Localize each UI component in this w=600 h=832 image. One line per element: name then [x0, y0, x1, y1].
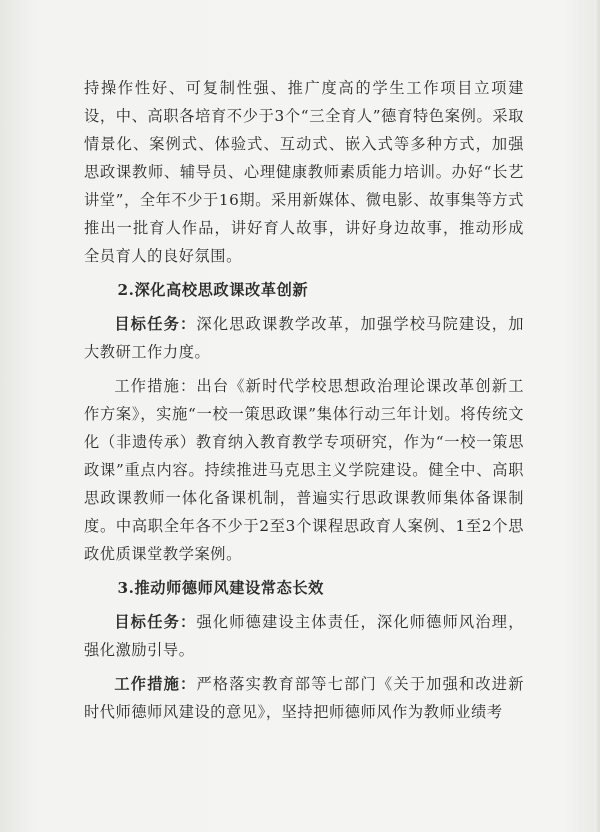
- section-heading-2: 2.深化高校思政课改革创新: [117, 281, 309, 299]
- goal-label: 目标任务：: [114, 613, 197, 631]
- goal-label: 目标任务：: [114, 315, 197, 333]
- goal-text: 深化思政课教学改革，加强学校马院建设，加大教研工作力度。: [84, 315, 525, 361]
- paragraph-measures-2: [84, 372, 524, 568]
- measures-label: 工作措施：: [114, 377, 197, 395]
- paragraph-intro: 持操作性好、可复制性强、推广度高的学生工作项目立项建设，中、高职各培育不少于3个“三全育人”德育特色案例。采取情景化、案例式、体验式、互动式、嵌入式等多种方式，加强思政课教师、辅导员、心理健康教师素质能力培训。办好“长艺讲堂”，全年不少于16期。采用新媒体、微电影、故事集等方式推出一批育人作品，讲好育人故事，讲好身边故事，推动形成全员育人的良好氛围。: [84, 79, 524, 265]
- section-heading-3: 3.推动师德师风建设常态长效: [117, 579, 324, 597]
- goal-text: 强化师德建设主体责任，深化师德师风治理，强化激励引导。: [84, 613, 525, 659]
- document-body: [84, 74, 524, 726]
- measures-label: 工作措施：: [114, 675, 197, 693]
- paragraph-measures-3: [84, 670, 524, 726]
- measures-text: 严格落实教育部等七部门《关于加强和改进新时代师德师风建设的意见》，坚持把师德师风作为教师业绩考: [84, 675, 525, 721]
- measures-text: 出台《新时代学校思想政治理论课改革创新工作方案》，实施“一校一策思政课”集体行动三年计划。将传统文化（非遗传承）教育纳入教育教学专项研究，作为“一校一策思政课”重点内容。持续推进马克思主义学院建设。健全中、高职思政课教师一体化备课机制，普遍实行思政课教师集体备课制度。中高职全年各不少于2至3个课程思政育人案例、1至2个思政优质课堂教学案例。: [84, 377, 525, 563]
- paragraph-goal-2: [84, 310, 524, 366]
- page-edge-shadow: [594, 0, 600, 832]
- paragraph-goal-3: [84, 608, 524, 664]
